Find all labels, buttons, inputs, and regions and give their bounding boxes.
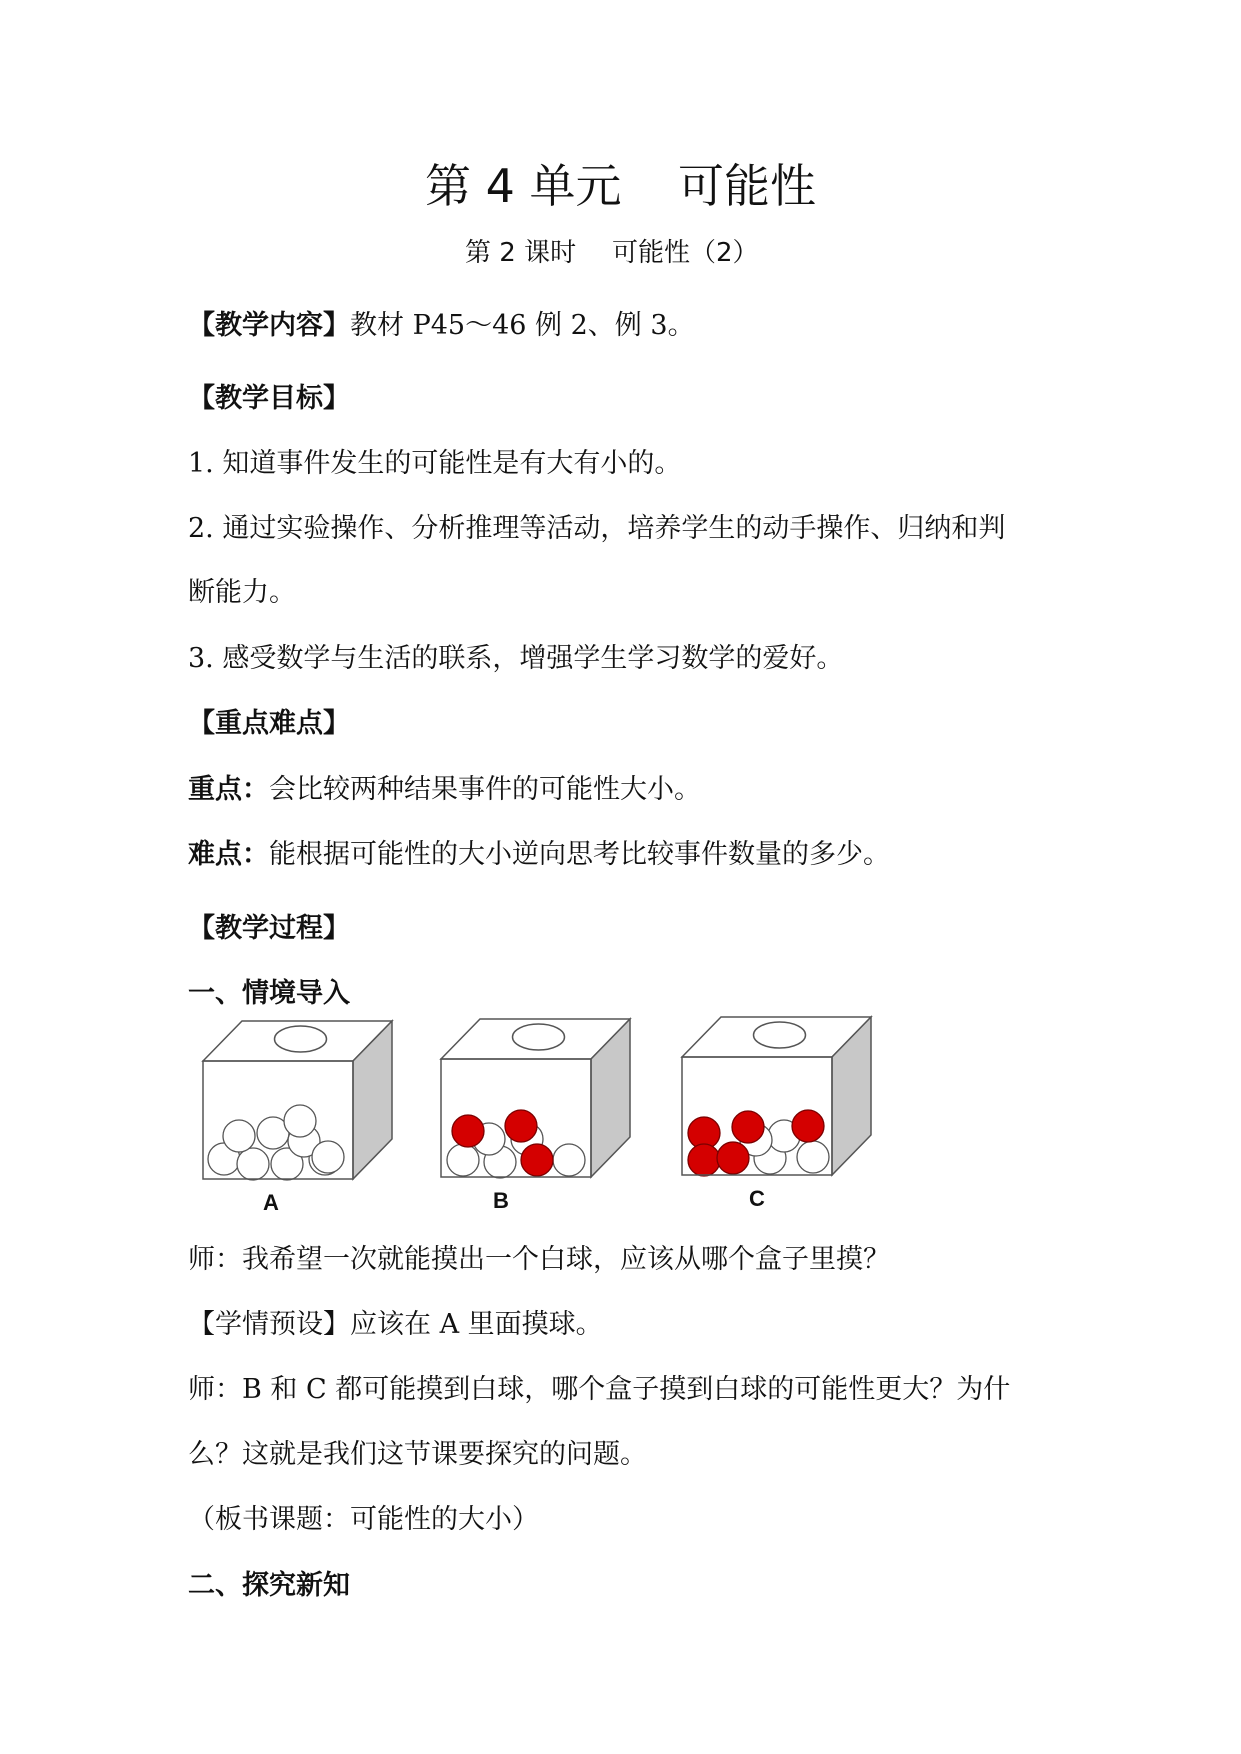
white-ball xyxy=(473,1123,505,1155)
teacher-question-2: 师：B 和 C 都可能摸到白球，哪个盒子摸到白球的可能性更大？为什 xyxy=(188,1374,1011,1405)
white-ball xyxy=(511,1123,543,1155)
box-side-face xyxy=(832,1017,871,1175)
box-top-face xyxy=(682,1017,871,1057)
objective-item: 1. 知道事件发生的可能性是有大有小的。 xyxy=(188,448,682,479)
white-ball xyxy=(447,1144,479,1176)
preset-label: 【学情预设】 xyxy=(188,1309,350,1340)
key-point-text: 会比较两种结果事件的可能性大小。 xyxy=(269,774,701,805)
red-ball xyxy=(521,1144,553,1176)
red-ball xyxy=(452,1115,484,1147)
white-ball xyxy=(484,1146,516,1178)
white-ball xyxy=(797,1141,829,1173)
white-ball xyxy=(257,1117,289,1149)
red-ball xyxy=(505,1110,537,1142)
white-ball xyxy=(553,1144,585,1176)
difficulty-label: 难点： xyxy=(188,839,269,870)
content-label: 【教学内容】 xyxy=(188,310,350,341)
red-ball xyxy=(717,1142,749,1174)
box-top-face xyxy=(203,1021,392,1061)
white-ball xyxy=(309,1143,341,1175)
section-heading-2: 二、探究新知 xyxy=(188,1570,350,1601)
difficulty-line xyxy=(188,832,890,871)
box-side-face xyxy=(591,1019,630,1177)
preset-text: 应该在 A 里面摸球。 xyxy=(350,1309,603,1340)
white-ball xyxy=(284,1105,316,1137)
white-ball xyxy=(740,1124,772,1156)
box-label-c: C xyxy=(749,1186,765,1211)
lesson-number: 第 2 课时 xyxy=(465,238,577,268)
teacher-question-2-continued: 么？这就是我们这节课要探究的问题。 xyxy=(188,1439,647,1470)
box-opening xyxy=(275,1026,327,1052)
objectives-heading: 【教学目标】 xyxy=(188,383,350,414)
page-title-unit: 第 4 单元 xyxy=(425,159,622,213)
box-front-face xyxy=(203,1061,353,1179)
white-ball xyxy=(312,1141,344,1173)
red-ball xyxy=(792,1110,824,1142)
red-ball xyxy=(732,1111,764,1143)
lesson-topic: 可能性（2） xyxy=(612,238,759,268)
content-text: 教材 P45～46 例 2、例 3。 xyxy=(350,310,695,341)
white-ball xyxy=(237,1148,269,1180)
box-opening xyxy=(513,1024,565,1050)
preset-line xyxy=(188,1302,603,1341)
page-title-topic: 可能性 xyxy=(678,159,816,213)
red-ball xyxy=(688,1144,720,1176)
objective-item: 2. 通过实验操作、分析推理等活动，培养学生的动手操作、归纳和判 xyxy=(188,513,1006,544)
objective-item: 3. 感受数学与生活的联系，增强学生学习数学的爱好。 xyxy=(188,643,844,674)
box-opening xyxy=(754,1022,806,1048)
board-note: （板书课题：可能性的大小） xyxy=(188,1504,539,1535)
process-heading: 【教学过程】 xyxy=(188,913,350,944)
white-ball xyxy=(271,1148,303,1180)
box-front-face xyxy=(441,1059,591,1177)
box-side-face xyxy=(353,1021,392,1179)
content-line xyxy=(188,303,695,342)
white-ball xyxy=(223,1120,255,1152)
box-top-face xyxy=(441,1019,630,1059)
white-ball xyxy=(208,1143,240,1175)
box-label-a: A xyxy=(263,1190,279,1215)
white-ball xyxy=(768,1120,800,1152)
section-heading-1: 一、情境导入 xyxy=(188,978,350,1009)
box-front-face xyxy=(682,1057,832,1175)
difficulty-text: 能根据可能性的大小逆向思考比较事件数量的多少。 xyxy=(269,839,890,870)
white-ball xyxy=(754,1142,786,1174)
key-point-label: 重点： xyxy=(188,774,269,805)
key-point-line xyxy=(188,767,701,806)
red-ball xyxy=(688,1117,720,1149)
teacher-question-1: 师：我希望一次就能摸出一个白球，应该从哪个盒子里摸？ xyxy=(188,1244,890,1275)
box-label-b: B xyxy=(493,1188,509,1213)
objective-item-continued: 断能力。 xyxy=(188,577,296,608)
keypoints-heading: 【重点难点】 xyxy=(188,708,350,739)
white-ball xyxy=(288,1125,320,1157)
